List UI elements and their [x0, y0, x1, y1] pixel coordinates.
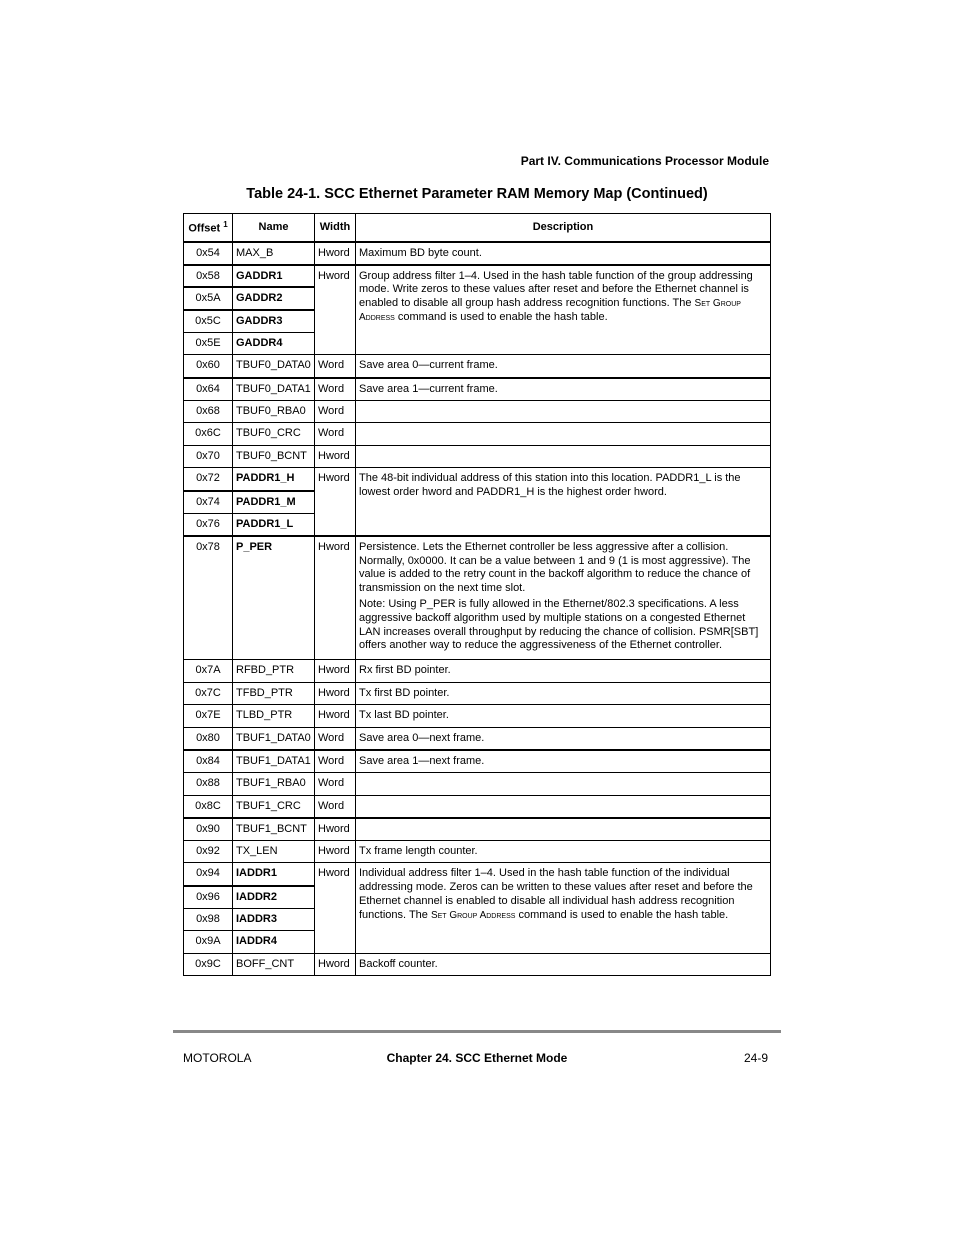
name-cell: BOFF_CNT — [233, 953, 315, 976]
table-header-row — [184, 214, 771, 243]
table-row — [184, 536, 771, 660]
offset-cell: 0x6C — [184, 423, 233, 446]
description-cell: Backoff counter. — [356, 953, 771, 976]
width-cell: Hword — [315, 840, 356, 863]
offset-cell: 0x72 — [184, 468, 233, 491]
table-row — [184, 750, 771, 773]
col-header-name: Name — [233, 214, 315, 243]
name-cell: TX_LEN — [233, 840, 315, 863]
description-cell: Save area 0—current frame. — [356, 355, 771, 378]
table-row — [184, 378, 771, 401]
offset-cell: 0x80 — [184, 727, 233, 750]
name-cell: TBUF1_CRC — [233, 795, 315, 818]
name-cell: TBUF0_RBA0 — [233, 400, 315, 423]
description-cell — [356, 795, 771, 818]
offset-cell: 0x92 — [184, 840, 233, 863]
table-row — [184, 795, 771, 818]
table-row — [184, 705, 771, 728]
table-row — [184, 468, 771, 491]
offset-cell: 0x78 — [184, 536, 233, 660]
offset-cell: 0x58 — [184, 265, 233, 288]
width-cell: Word — [315, 795, 356, 818]
name-cell: PADDR1_L — [233, 513, 315, 536]
table-row — [184, 423, 771, 446]
description-cell: Save area 1—next frame. — [356, 750, 771, 773]
description-cell: Maximum BD byte count. — [356, 242, 771, 265]
name-cell: TBUF1_RBA0 — [233, 773, 315, 796]
name-cell: GADDR4 — [233, 332, 315, 355]
name-cell: TBUF1_DATA1 — [233, 750, 315, 773]
footer-divider — [173, 1030, 781, 1033]
offset-cell: 0x7E — [184, 705, 233, 728]
description-paragraph: Persistence. Lets the Ethernet controller be less aggressive after a collision. Normally, 0x0000. It can be a value between 1 and 9 (1 is most aggressive). The value is added to the retry count in the backoff algorithm to reduce the chance of transmission on the next time slot. — [359, 540, 751, 595]
description-cell: Tx last BD pointer. — [356, 705, 771, 728]
offset-cell: 0x84 — [184, 750, 233, 773]
name-cell: P_PER — [233, 536, 315, 660]
description-cell — [356, 423, 771, 446]
offset-cell: 0x9C — [184, 953, 233, 976]
description-cell: The 48-bit individual address of this station into this location. PADDR1_L is the lowest order hword and PADDR1_H is the highest order hword. — [356, 468, 771, 536]
name-cell: GADDR3 — [233, 310, 315, 333]
name-cell: TLBD_PTR — [233, 705, 315, 728]
name-cell: TBUF1_DATA0 — [233, 727, 315, 750]
col-header-offset: Offset $^1$ — [184, 214, 233, 243]
description-cell — [356, 400, 771, 423]
table-row — [184, 265, 771, 288]
command-name: Set Group Address — [430, 909, 516, 921]
offset-cell: 0x70 — [184, 445, 233, 468]
col-header-description: Description — [356, 214, 771, 243]
description-cell: Group address filter 1–4. Used in the hash table function of the group addressing mode. Write zeros to these values after reset and before the Ethernet channel is enabled to disable all group hash address recognition functions. The Set Group Address command is used to enable the hash table. — [356, 265, 771, 355]
command-name: Set Group Address — [359, 298, 741, 323]
running-header: Part IV. Communications Processor Module — [520, 154, 769, 168]
table-row — [184, 863, 771, 886]
width-cell: Hword — [315, 953, 356, 976]
width-cell: Hword — [315, 660, 356, 683]
footer-brand: MOTOROLA — [183, 1051, 252, 1065]
width-cell: Hword — [315, 265, 356, 355]
col-header-width: Width — [315, 214, 356, 243]
offset-cell: 0x7A — [184, 660, 233, 683]
table-row — [184, 682, 771, 705]
table-row — [184, 400, 771, 423]
table-row — [184, 773, 771, 796]
offset-cell: 0x76 — [184, 513, 233, 536]
name-cell: TBUF0_DATA1 — [233, 378, 315, 401]
name-cell: TBUF0_CRC — [233, 423, 315, 446]
width-cell: Hword — [315, 863, 356, 953]
offset-cell: 0x5C — [184, 310, 233, 333]
width-cell: Word — [315, 423, 356, 446]
table-row — [184, 660, 771, 683]
offset-cell: 0x64 — [184, 378, 233, 401]
name-cell: TBUF1_BCNT — [233, 818, 315, 841]
table-row — [184, 840, 771, 863]
description-cell: Tx first BD pointer. — [356, 682, 771, 705]
table-row — [184, 445, 771, 468]
name-cell: IADDR1 — [233, 863, 315, 886]
name-cell: MAX_B — [233, 242, 315, 265]
memory-map-table — [183, 213, 771, 976]
description-cell — [356, 818, 771, 841]
width-cell: Hword — [315, 536, 356, 660]
offset-cell: 0x98 — [184, 908, 233, 931]
table-row — [184, 953, 771, 976]
offset-cell: 0x96 — [184, 886, 233, 909]
name-cell: TFBD_PTR — [233, 682, 315, 705]
width-cell: Word — [315, 400, 356, 423]
offset-cell: 0x90 — [184, 818, 233, 841]
name-cell: PADDR1_M — [233, 491, 315, 514]
width-cell: Hword — [315, 705, 356, 728]
description-cell: Save area 1—current frame. — [356, 378, 771, 401]
footer-chapter: Chapter 24. SCC Ethernet Mode — [386, 1051, 568, 1065]
offset-cell: 0x54 — [184, 242, 233, 265]
name-cell: IADDR2 — [233, 886, 315, 909]
footnote-marker: 1 — [223, 220, 228, 230]
name-cell: GADDR1 — [233, 265, 315, 288]
offset-cell: 0x94 — [184, 863, 233, 886]
name-cell: RFBD_PTR — [233, 660, 315, 683]
description-cell — [356, 536, 771, 660]
description-cell: Individual address filter 1–4. Used in the hash table function of the individual addressing mode. Zeros can be written to these values after reset and before the Ethernet channel is enabled to disable all individual hash address recognition functions. The Set Group Address command is used to enable the hash table. — [356, 863, 771, 953]
name-cell: IADDR3 — [233, 908, 315, 931]
description-note: Note: Using P_PER is fully allowed in the Ethernet/802.3 specifications. A less aggressive backoff algorithm used by multiple stations on a congested Ethernet LAN increases overall throughput by reducing the chance of collision. PSMR[SBT] offers another way to reduce the aggressiveness of the Ethernet controller. — [359, 597, 759, 652]
width-cell: Word — [315, 355, 356, 378]
description-cell — [356, 445, 771, 468]
offset-cell: 0x68 — [184, 400, 233, 423]
name-cell: GADDR2 — [233, 287, 315, 310]
name-cell: TBUF0_BCNT — [233, 445, 315, 468]
offset-cell: 0x5A — [184, 287, 233, 310]
table-row — [184, 727, 771, 750]
offset-cell: 0x9A — [184, 931, 233, 954]
width-cell: Word — [315, 750, 356, 773]
width-cell: Hword — [315, 468, 356, 536]
width-cell: Hword — [315, 242, 356, 265]
width-cell: Word — [315, 773, 356, 796]
width-cell: Word — [315, 378, 356, 401]
width-cell: Hword — [315, 818, 356, 841]
description-cell: Rx first BD pointer. — [356, 660, 771, 683]
offset-cell: 0x60 — [184, 355, 233, 378]
width-cell: Word — [315, 727, 356, 750]
offset-cell: 0x5E — [184, 332, 233, 355]
table-row — [184, 818, 771, 841]
offset-cell: 0x7C — [184, 682, 233, 705]
name-cell: TBUF0_DATA0 — [233, 355, 315, 378]
description-cell: Save area 0—next frame. — [356, 727, 771, 750]
name-cell: IADDR4 — [233, 931, 315, 954]
offset-cell: 0x8C — [184, 795, 233, 818]
name-cell: PADDR1_H — [233, 468, 315, 491]
table-row — [184, 242, 771, 265]
table-title: Table 24-1. SCC Ethernet Parameter RAM Memory Map (Continued) — [246, 186, 708, 202]
offset-cell: 0x88 — [184, 773, 233, 796]
page-number: 24-9 — [743, 1051, 768, 1065]
table-row — [184, 355, 771, 378]
width-cell: Hword — [315, 445, 356, 468]
description-cell — [356, 773, 771, 796]
description-cell: Tx frame length counter. — [356, 840, 771, 863]
offset-cell: 0x74 — [184, 491, 233, 514]
width-cell: Hword — [315, 682, 356, 705]
